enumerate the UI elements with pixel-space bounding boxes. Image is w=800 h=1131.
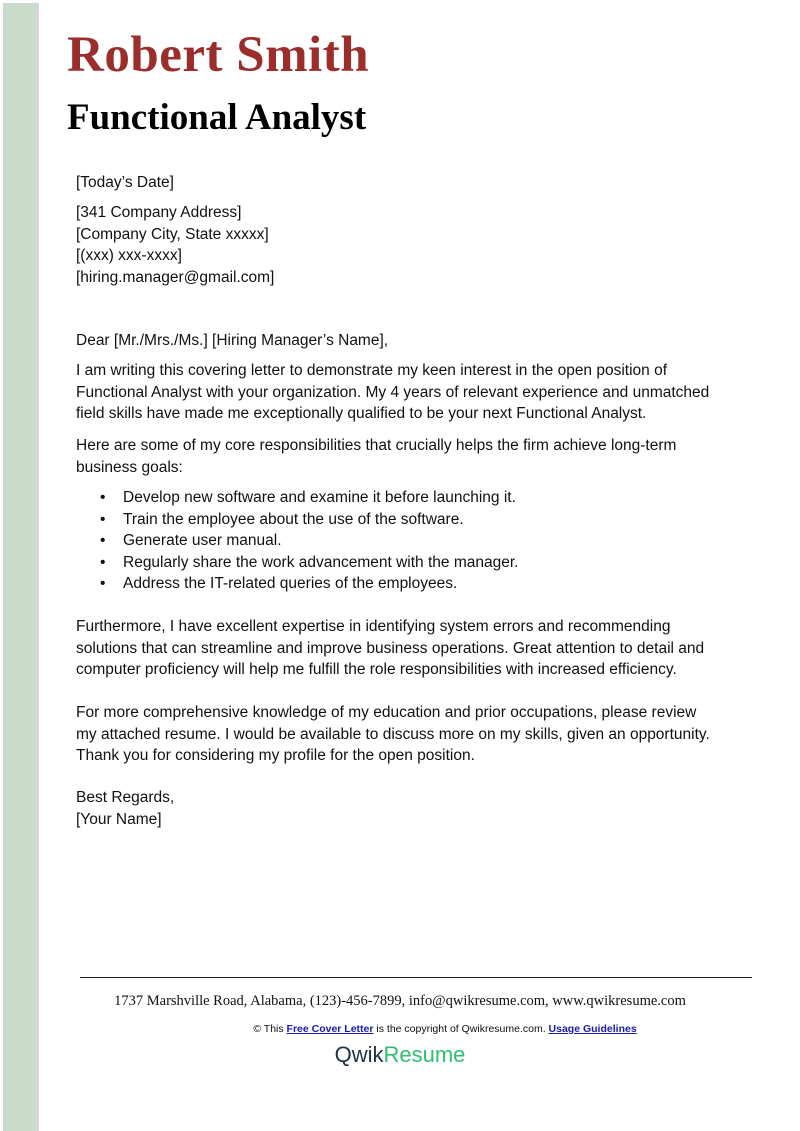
line: For more comprehensive knowledge of my education and prior occupations, please review [76, 704, 697, 721]
salutation: Dear [Mr./Mrs./Ms.] [Hiring Manager’s Name], [76, 332, 389, 349]
date-text: [Today’s Date] [76, 174, 174, 191]
copyright-notice [0, 1023, 800, 1035]
logo-resume: Resume [383, 1042, 466, 1067]
usage-guidelines-link[interactable]: Usage Guidelines [548, 1023, 637, 1035]
line: I am writing this covering letter to demonstrate my keen interest in the open position of [76, 362, 668, 379]
side-accent-strip [3, 3, 39, 1131]
footer-address: 1737 Marshville Road, Alabama, (123)-456-7899, info@qwikresume.com, www.qwikresume.com [114, 993, 686, 1009]
date [76, 172, 776, 194]
line: computer proficiency will help me fulfill the role responsibilities with increased efficiency. [76, 661, 677, 679]
applicant-name: Robert Smith [67, 27, 370, 83]
job-title: Functional Analyst [67, 97, 367, 138]
responsibilities-list [76, 487, 776, 595]
line: business goals: [76, 458, 183, 476]
free-cover-letter-link[interactable]: Free Cover Letter [286, 1023, 374, 1035]
company-email: [hiring.manager@gmail.com] [76, 268, 275, 286]
line: my attached resume. I would be available to discuss more on my skills, given an opportunity. [76, 725, 710, 743]
company-phone: [(xxx) xxx-xxxx] [76, 247, 182, 265]
list-item: • Develop new software and examine it before launching it. [76, 487, 776, 509]
closing [76, 787, 776, 830]
paragraph-1 [76, 360, 776, 425]
company-city: [Company City, State xxxxx] [76, 225, 269, 243]
signature: [Your Name] [76, 810, 162, 828]
list-item: • Generate user manual. [76, 530, 776, 552]
recipient-address [76, 202, 776, 288]
list-item: • Train the employee about the use of the software. [76, 509, 776, 531]
closing-text: Best Regards, [76, 789, 175, 806]
line: Furthermore, I have excellent expertise in identifying system errors and recommending [76, 618, 671, 635]
copyright-text: © This [253, 1023, 287, 1035]
line: Thank you for considering my profile for the open position. [76, 747, 475, 765]
footer-divider [80, 977, 752, 978]
company-address: [341 Company Address] [76, 204, 242, 221]
list-item: • Regularly share the work advancement with the manager. [76, 552, 776, 574]
paragraph-4 [76, 702, 776, 767]
line: field skills have made me exceptionally qualified to be your next Functional Analyst. [76, 405, 647, 423]
copyright-text: is the copyright of Qwikresume.com. [373, 1023, 549, 1035]
qwikresume-logo [0, 1042, 800, 1068]
paragraph-2 [76, 435, 776, 478]
logo-qwik: Qwik [334, 1042, 384, 1067]
paragraph-3 [76, 616, 776, 681]
line: Functional Analyst with your organization. My 4 years of relevant experience and unmatched [76, 383, 710, 401]
line: Here are some of my core responsibilities that crucially helps the firm achieve long-term [76, 437, 677, 454]
line: solutions that can streamline and improve business operations. Great attention to detail and [76, 639, 705, 657]
list-item: • Address the IT-related queries of the employees. [76, 573, 776, 595]
